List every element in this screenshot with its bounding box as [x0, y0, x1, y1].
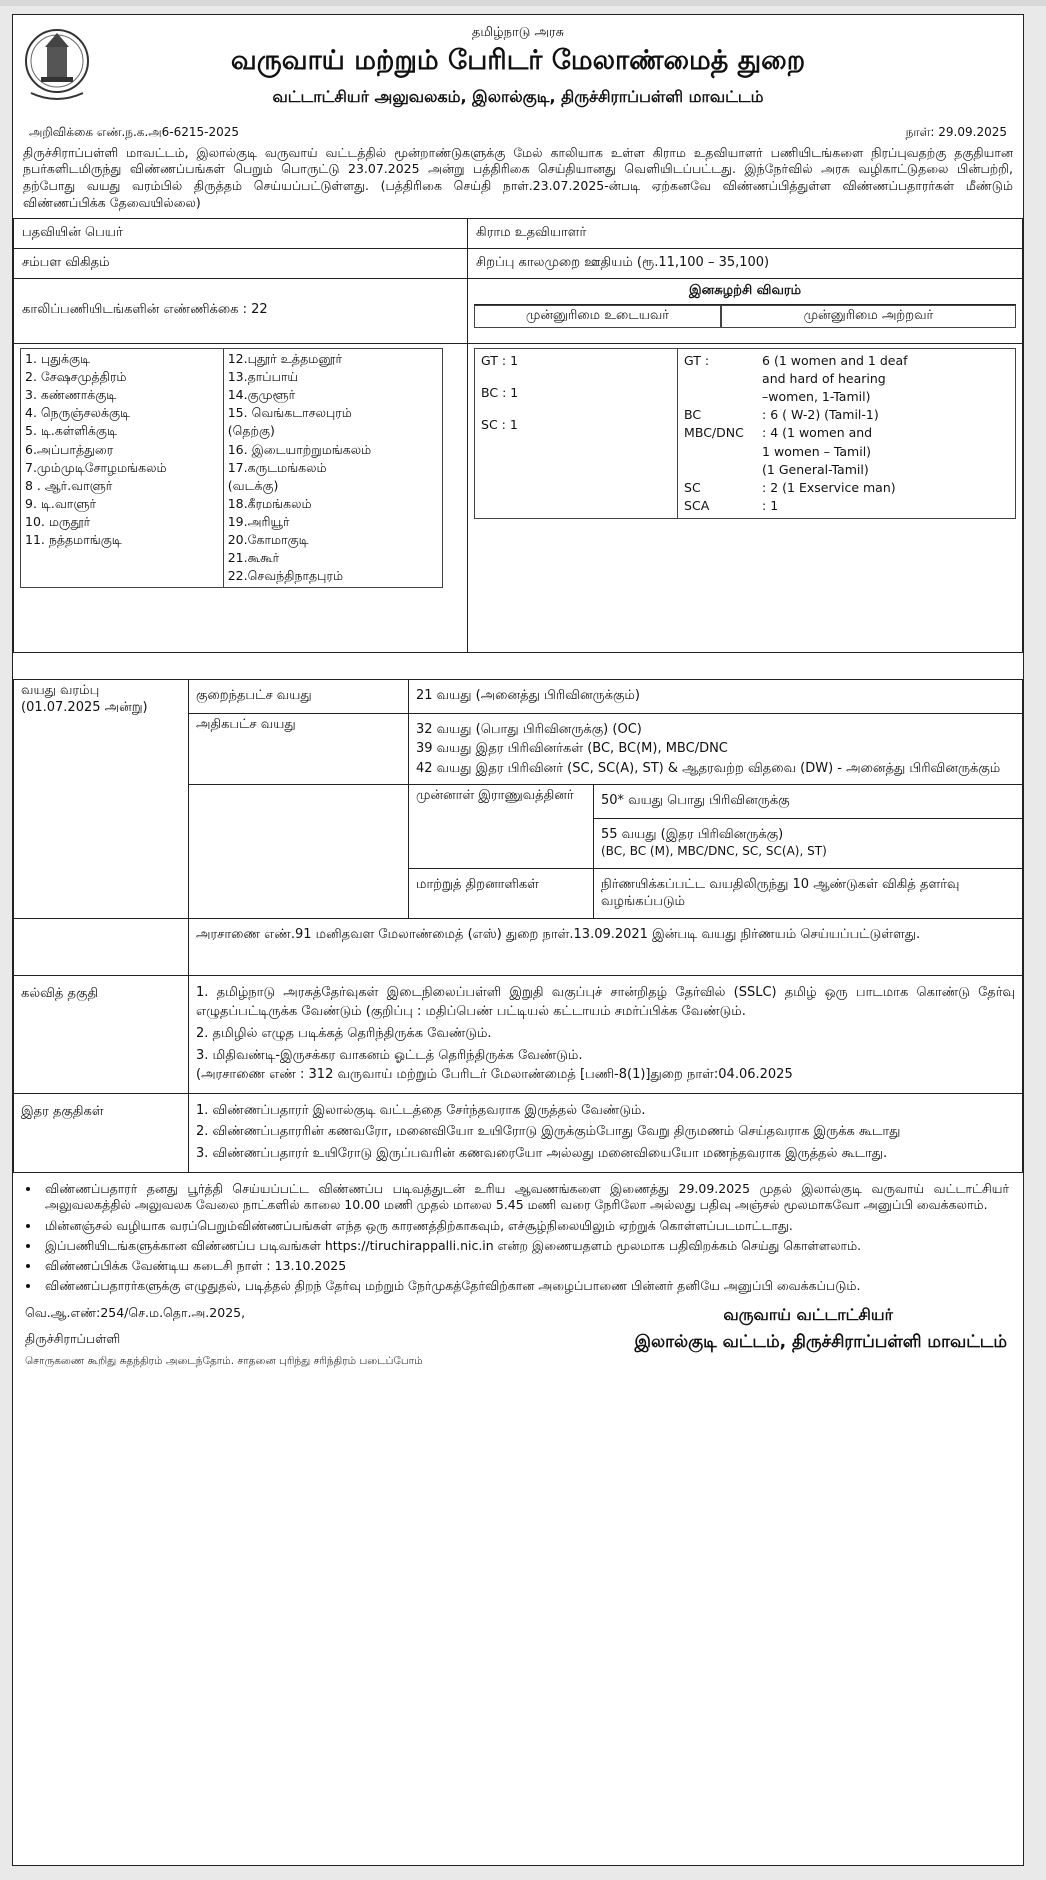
exservice-others [594, 819, 1023, 868]
office-name: வட்டாட்சியர் அலுவலகம், இலால்குடி, திருச்சிராப்பள்ளி மாவட்டம் [272, 87, 764, 106]
exservice-label: முன்னாள் இராணுவத்தினர் [409, 785, 594, 868]
village-item: 10. மருதூர் [25, 514, 91, 529]
footer-place: திருச்சிராப்பள்ளி [25, 1330, 121, 1346]
pay-label: சம்பள விகிதம் [14, 248, 468, 278]
education-item: 1. தமிழ்நாடு அரசுத்தேர்வுகள் இடைநிலைப்பள்ளி இறுதி வகுப்புச் சான்றிதழ் தேர்வில் (SSLC) தமிழ் ஒரு பாடமாக கொண்டு தேர்வு எழுதப்பட்டிருக்க வேண்டும் (குறிப்பு : மதிப்பெண் பட்டியல் கட்டாயம் சமர்ப்பிக்க வேண்டும். [196, 985, 1015, 1020]
post-details-table [13, 218, 1023, 653]
category-code: SC [684, 479, 701, 495]
category-detail: 1 women – Tamil) [762, 443, 872, 459]
reservation-header [468, 278, 1023, 343]
village-item: 17.கருடமங்கலம் [227, 459, 327, 475]
category-code: GT : [684, 352, 710, 368]
other-item: 1. விண்ணப்பதாரர் இலால்குடி வட்டத்தை சேர்ந்தவராக இருத்தல் வேண்டும். [196, 1102, 646, 1118]
min-age-value: 21 வயது (அனைத்து பிரிவினருக்கும்) [409, 679, 1023, 713]
category-code [684, 461, 762, 479]
category-detail: and hard of hearing [762, 371, 886, 386]
instruction-item: • மின்னஞ்சல் வழியாக வரப்பெறும்விண்ணப்பங்கள் எந்த ஒரு காரணத்திற்காகவும், எச்சூழ்நிலையிலும் ஏற்றுக் கொள்ளப்படமாட்டாது. [41, 1218, 1009, 1234]
priority-with-item: BC : 1 [481, 385, 519, 400]
max-age-line: 39 வயது இதர பிரிவினர்கள் (BC, BC(M), MBC/DNC [416, 741, 728, 757]
education-item: 3. மிதிவண்டி-இருசக்கர வாகனம் ஓட்டத் தெரிந்திருக்க வேண்டும். [196, 1047, 583, 1063]
village-item: 2. சேஷசமுத்திரம் [25, 369, 127, 384]
education-items [189, 976, 1023, 1093]
priority-with-item: GT : 1 [481, 352, 519, 368]
priority-without-item [684, 479, 1009, 497]
other-qualifications-label: இதர தகுதிகள் [14, 1093, 189, 1173]
exservice-general: 50* வயது பொது பிரிவினருக்கு [594, 785, 1023, 819]
village-item: 20.கோமாகுடி [227, 532, 309, 548]
notice-meta [13, 125, 1023, 141]
go-note: அரசாணை எண்.91 மனிதவள மேலாண்மைத் (எஸ்) துறை நாள்.13.09.2021 இன்படி வயது நிர்ணயம் செய்யப்பட்டுள்ளது. [189, 919, 1023, 976]
signatory-office: இலால்குடி வட்டம், திருச்சிராப்பள்ளி மாவட்டம் [634, 1331, 1007, 1352]
category-code [684, 388, 762, 406]
village-item: 9. டி.வாளுர் [25, 495, 96, 511]
village-item: 7.மும்முடிசோழமங்கலம் [25, 459, 167, 475]
village-item: 19.அரியூர் [227, 514, 290, 529]
min-age-label: குறைந்தபட்ச வயது [189, 679, 409, 713]
instruction-item: • இப்பணியிடங்களுக்கான விண்ணப்ப படிவங்கள் https://tiruchirappalli.nic.in என்ற இணையதளம் மூலமாக பதிவிறக்கம் செய்து கொள்ளலாம். [41, 1238, 1009, 1254]
instruction-item: • விண்ணப்பிக்க வேண்டிய கடைசி நாள் : 13.10.2025 [41, 1258, 1009, 1274]
village-item: 16. இடையாற்றுமங்கலம் [227, 441, 372, 457]
max-age-label: அதிகபட்ச வயது [189, 713, 409, 785]
category-code: SCA [684, 497, 710, 513]
document-footer [13, 1301, 1023, 1391]
category-detail: : 6 ( W-2) (Tamil-1) [762, 407, 879, 423]
max-age-line: 32 வயது (பொது பிரிவினருக்கு) (OC) [416, 721, 642, 737]
village-item: 18.கீரமங்கலம் [227, 495, 312, 511]
category-code: BC [684, 407, 702, 423]
priority-without-item [684, 497, 1009, 515]
eligibility-table [13, 679, 1023, 1173]
village-list [20, 348, 443, 588]
category-code [684, 443, 762, 461]
category-detail: : 1 [762, 497, 779, 513]
disabled-label: மாற்றுத் திறனாளிகள் [409, 868, 594, 919]
village-item: 11. நத்தமாங்குடி [25, 532, 122, 548]
other-item: 2. விண்ணப்பதாரரின் கணவரோ, மனைவியோ உயிரோடு இருக்கும்போது வேறு திருமணம் செய்தவராக இருக்க கூடாது [196, 1124, 901, 1140]
document-header [13, 15, 1023, 123]
top-scroll-strip [0, 0, 1046, 6]
village-item: 8 . ஆர்.வாளுர் [25, 477, 113, 493]
village-item: 12.புதூர் உத்தமனூர் [227, 350, 343, 366]
priority-with-item: SC : 1 [481, 417, 518, 433]
village-column-2 [223, 348, 443, 587]
exservice-others-line: 55 வயது (இதர பிரிவினருக்கு) [601, 827, 784, 843]
village-item: 5. டி.கள்ளிக்குடி [25, 423, 117, 439]
priority-without-item [684, 424, 1009, 442]
max-age-line: 42 வயது இதர பிரிவினர் (SC, SC(A), ST) & ஆதரவற்ற விதவை (DW) - அனைத்து பிரிவினருக்கும் [416, 760, 1001, 776]
village-item: 3. கண்ணாக்குடி [25, 387, 117, 403]
post-name-label: பதவியின் பெயர் [14, 219, 468, 249]
signatory-title: வருவாய் வட்டாட்சியர் [723, 1304, 893, 1324]
age-limit-label: வயது வரம்பு (01.07.2025 அன்று) [14, 679, 189, 919]
priority-without-header: முன்னுரிமை அற்றவர் [721, 305, 1016, 328]
village-list-cell [14, 343, 468, 652]
department-title: வருவாய் மற்றும் பேரிடர் மேலாண்மைத் துறை [230, 45, 806, 76]
village-item: 13.தாப்பாய் [227, 369, 299, 384]
reservation-title: இனசுழற்சி விவரம் [688, 282, 802, 298]
education-label: கல்வித் தகுதி [14, 976, 189, 1093]
max-age-value [409, 713, 1023, 785]
notice-number: அறிவிக்கை எண்.ந.க.அ6-6215-2025 [29, 125, 239, 139]
priority-with-header: முன்னுரிமை உடையவர் [474, 305, 721, 328]
priority-without-item [684, 388, 1009, 406]
other-qualifications-items [189, 1093, 1023, 1173]
village-column-1 [21, 348, 224, 587]
priority-without-item [684, 352, 1009, 370]
vacancy-count: காலிப்பணியிடங்களின் எண்ணிக்கை : 22 [14, 278, 468, 343]
priority-without-item [684, 370, 1009, 388]
pay-value: சிறப்பு காலமுறை ஊதியம் (ரூ.11,100 – 35,100) [468, 248, 1023, 278]
category-detail: : 2 (1 Exservice man) [762, 479, 896, 495]
priority-without-list [678, 349, 1015, 518]
category-code: MBC/DNC [684, 425, 744, 441]
disabled-value: நிர்ணயிக்கப்பட்ட வயதிலிருந்து 10 ஆண்டுகள் விகித் தளர்வு வழங்கப்படும் [594, 868, 1023, 919]
reference-number: வெ.ஆ.எண்:254/செ.ம.தொ.அ.2025, [25, 1304, 246, 1320]
government-name: தமிழ்நாடு அரசு [471, 25, 565, 40]
village-item: 15. வெங்கடாசலபுரம் [227, 405, 352, 421]
village-item: 21.கூகூர் [227, 550, 280, 566]
village-item: (வடக்கு) [227, 477, 279, 493]
category-code [684, 370, 762, 388]
village-item: 4. நெருஞ்சலக்குடி [25, 405, 130, 421]
village-item: (தெற்கு) [227, 423, 275, 439]
category-detail: –women, 1-Tamil) [762, 389, 871, 405]
education-item: (அரசாணை எண் : 312 வருவாய் மற்றும் பேரிடர் மேலாண்மைத் [பணி-8(1)]துறை நாள்:04.06.2025 [196, 1066, 793, 1082]
reservation-box [474, 348, 1016, 519]
category-detail: (1 General-Tamil) [762, 461, 869, 477]
post-name-value: கிராம உதவியாளர் [468, 219, 1023, 249]
village-item: 6.அப்பாத்துரை [25, 441, 114, 457]
notice-document [12, 14, 1024, 1866]
priority-with-list [475, 349, 678, 518]
exservice-others-categories: (BC, BC (M), MBC/DNC, SC, SC(A), ST) [601, 844, 827, 859]
other-item: 3. விண்ணப்பதாரர் உயிரோடு இருப்பவரின் கணவரையோ அல்லது மனைவியையோ மணந்தவராக இருத்தல் கூடாது. [196, 1146, 888, 1162]
category-detail: 6 (1 women and 1 deaf [762, 352, 908, 368]
priority-without-item [684, 443, 1009, 461]
category-detail: : 4 (1 women and [762, 425, 873, 441]
instruction-item: • விண்ணப்பதாரர் தனது பூர்த்தி செய்யப்பட்ட விண்ணப்ப படிவத்துடன் உரிய ஆவணங்களை இணைத்து 29.09.2025 முதல் இலால்குடி வருவாய் வட்டாட்சியர் அலுவலகத்தில் அலுவலக வேலை நாட்களில் காலை 10.00 மணி முதல் மாலை 5.45 மணி வரை நேரிலோ அல்லது பதிவு அஞ்சல் மூலமாகவோ அனுப்பி வைக்கலாம். [41, 1181, 1009, 1214]
reservation-cell [468, 343, 1023, 652]
notice-date: நாள்: 29.09.2025 [905, 125, 1007, 139]
priority-without-item [684, 406, 1009, 424]
priority-without-item [684, 461, 1009, 479]
footer-slogan: சொருகணை கூறிது சுதந்திரம் அடைந்தோம். சாதனை புரிந்து சரிந்திரம் படைப்போம் [25, 1354, 423, 1367]
intro-paragraph: திருச்சிராப்பள்ளி மாவட்டம், இலால்குடி வருவாய் வட்டத்தில் மூன்றாண்டுகளுக்கு மேல் காலியாக உள்ள கிராம உதவியாளர் பணியிடங்களை நிரப்புவதற்கு தகுதியான நபர்களிடமிருந்து விண்ணப்பங்கள் பெறும் பொருட்டு 23.07.2025 அன்று பத்திரிகை செய்தியானது வெளியிடப்பட்டது. இந்நேர்வில் அரசு வழிகாட்டுதலை பின்பற்றி, தற்போது வயது வரம்பில் திருத்தம் செய்யப்பட்டுள்ளது. (பத்திரிகை செய்தி நாள்.23.07.2025-ன்படி ஏற்கனவே விண்ணப்பித்துள்ள விண்ணப்பதாரர்கள் மீண்டும் விண்ணப்பிக்க தேவையில்லை) [23, 144, 1013, 211]
education-item: 2. தமிழில் எழுத படிக்கத் தெரிந்திருக்க வேண்டும். [196, 1026, 492, 1042]
instructions-list [13, 1173, 1023, 1301]
village-item: 1. புதுக்குடி [25, 350, 91, 366]
village-item: 22.செவந்திநாதபுரம் [227, 568, 343, 584]
village-item: 14.குமுளூர் [227, 387, 296, 403]
instruction-item: • விண்ணப்பதாரர்களுக்கு எழுதுதல், படித்தல் திறந் தேர்வு மற்றும் நேர்முகத்தேர்விற்கான அழைப்பாணை பின்னர் தனியே அனுப்பி வைக்கப்படும். [41, 1278, 1009, 1294]
